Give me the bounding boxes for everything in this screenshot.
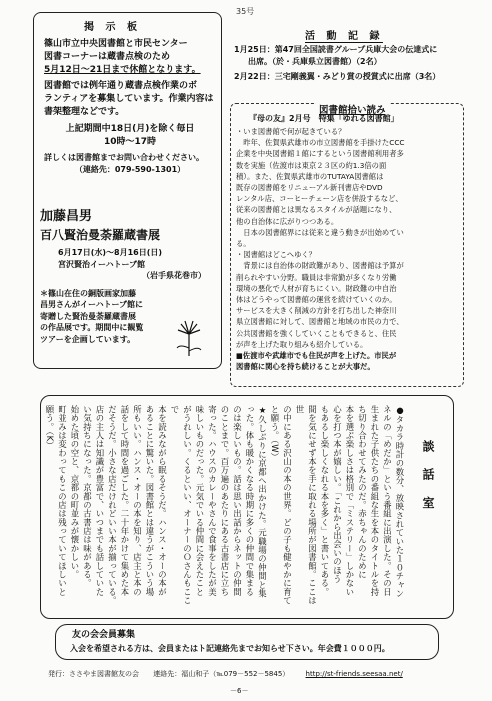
column-line: 間を気にせず本を手に取れる場所が図書館。ここは世 [295, 405, 318, 605]
column-line: のは楽しいもの。話は思い出話からネットの仲間 [232, 405, 243, 597]
footer-url-link[interactable]: http://st-friends.seesaa.net/ [305, 670, 403, 678]
reading-line: る。 [236, 239, 251, 249]
exhibit-note-line: 寄贈した賢治曼荼羅蔵書展 [40, 311, 136, 321]
column-line: 話をして時間を過ごした。二十年かけて集めた本 [120, 405, 130, 597]
membership-title: 友の会会員募集 [72, 630, 136, 640]
column-line: ★久しぶりに京都へ出かけた。元職場の仲間と集 [257, 405, 268, 598]
column-line: の中にある沢山の本の世界。どの子も健やかに育てと願う。（W） [270, 405, 293, 605]
reading-line: が声を上げた取り組みも紹介している。 [236, 339, 368, 349]
exhibit-note-line: 昌男さんがイーハトーブ館に [40, 300, 144, 309]
activity-item: 出席。（於・兵庫県立図書館）（2名） [248, 57, 382, 66]
flower-illustration [172, 318, 206, 358]
column-line: ●タカラ時計の数分、放映されていた１０チャン [395, 405, 405, 598]
reading-line: ・いま図書館で何が起きている？ [236, 127, 346, 136]
column-line: のことまで。百万遍のあたりにある古書店に立ち [220, 405, 230, 597]
notice-line: 図書コーナーは蔵書点検のため [44, 52, 171, 62]
footer-publisher: 発行：ささやま図書館友の会 [48, 670, 139, 678]
membership-text: 入会を希望される方は、会員またはト記連絡先までお知らせ下さい。年会費１０００円。 [70, 644, 390, 653]
footer-contact: 連絡先：福山和子（℡079－552－5845） [153, 670, 290, 678]
column-line: 心を打つ本が嬉しい。「これから出会いのほう [332, 405, 343, 584]
exhibit-author: 加藤昌男 [40, 209, 93, 224]
column-line: 本を選ぶ楽しさは格別で「ミステリー」しかない [345, 405, 355, 597]
notice-line: 書架整理などです。 [44, 107, 125, 117]
reading-line: 企業を中央図書館１館にするという図書館利用者多 [236, 149, 404, 159]
column-line: もあるし楽しくなれる本を多く」と書いてある。 [320, 405, 330, 597]
reading-line: 環境の悪化で人材が育ちにくい。財政難の中自治 [236, 283, 397, 293]
column-line: い気持ちになった。京都の古書店は味がある。 [82, 405, 93, 588]
reading-line: 従来の図書館とは異なるスタイルが話題になり、 [236, 205, 397, 215]
exhibit-venue: 宮沢賢治イーハトーブ館 [58, 259, 146, 269]
exhibit-dates: 6月17日(水)～8月16日(日) [58, 248, 163, 257]
notice-line: 篠山市立中央図書館と市民センター [44, 39, 188, 49]
reading-line: 背景には自治体の財政難があり、図書館は予算が [236, 261, 404, 271]
column-line: 店の主人は知識が豊富で、いつまでも話していた [95, 405, 105, 597]
reading-line: ・図書館はどこへゆく？ [236, 250, 316, 260]
column-title: 談 話 室 [421, 440, 435, 515]
column-line: がうれしい。くるといい、オーナーのＯさんもここで [170, 405, 193, 605]
exhibit-title: 百八賢治曼荼羅蔵書展 [40, 228, 161, 242]
reading-line: 体はどうやって図書館の運営を続けていくのか。 [236, 295, 397, 305]
reading-subtitle: 『母の友』2月号 特集「ゆれる図書館」 [249, 114, 399, 123]
column-line: 願う。（K） [45, 405, 55, 451]
notice-line: 図書館では例年通り蔵書点検作業のボ [44, 81, 198, 91]
column-line: 所もいい。ハンス・オーの本を知り、店主と本の [132, 405, 143, 597]
reading-body [236, 126, 458, 372]
reading-line: 数を実施（佐渡市は東京２３区の約1.3倍の面 [236, 160, 387, 170]
column-line: ネルの「めだか」という番組に出演した。その日 [382, 405, 393, 597]
footer-page-number: －6－ [230, 687, 249, 695]
notice-contact: （連絡先：079-590-1301） [74, 164, 186, 174]
column-line: あることに驚いた。図書館とは違うがこういう場 [145, 405, 155, 597]
bulletin-notice [44, 38, 216, 175]
bulletin-title: 掲 示 板 [84, 22, 141, 33]
notice-line: 詳しくは図書館までお問い合わせください。 [44, 153, 204, 162]
reading-line: レンタル店、コーヒーチェーン店を併設するなど、 [236, 194, 403, 204]
activity-item: 1月25日：第47回全国読書グループ兵庫大会の伝達式に [234, 45, 438, 54]
reading-line: 既存の図書館をリニューアル新刊書店やDVD [236, 183, 383, 193]
notice-line: 上記期間中18日(月)を除く毎日 [65, 124, 195, 134]
column-line: 生まれた子供たちの番組な生を本のタイトルを持 [370, 405, 380, 597]
column-line: 味しいものだった。元気でいる仲間に会えたこと [195, 405, 205, 597]
reading-line: ■佐渡市や武雄市でも住民が声を上げた。市民が [236, 351, 397, 361]
notice-line-closed-dates: 5月12日～21日まで休館となります。 [44, 65, 201, 75]
activity-title: 活 動 記 録 [305, 27, 383, 43]
notice-line: ランティアを募集しています。作業内容は [44, 94, 214, 104]
reading-line: サービスを大きく削減の方針を打ち出した神奈川 [236, 306, 397, 316]
column-line: 町並みは変わってもこの店は残っていてほしいと [57, 405, 68, 597]
activity-item: 2月22日：三宅剛義翼・みどり賞の授賞式に出席（3名） [234, 72, 441, 81]
reading-line: 積）。また、佐賀県武雄市のTUTAYA図書館は [236, 171, 384, 181]
reading-line: 削られやすい分野。職員は非常勤が多くなり労働 [236, 272, 397, 282]
activity-list [234, 44, 484, 83]
reading-line: 県立図書館に対して、図書館と地域の市民の力で、 [236, 317, 404, 327]
reading-line: 公共図書館を強くしていくこともできると、住民 [236, 328, 397, 338]
column-body [45, 405, 406, 610]
exhibit-note-line: の作品展です。期間中に観覧 [40, 323, 144, 332]
column-line: った。体も暖かくなる時期に多くの仲間で集まる [245, 405, 255, 597]
footer-line [48, 669, 468, 679]
page-top-number: 35号 [236, 7, 255, 16]
column-line: ち切り合わせてみたのだ。赤ちゃんのために [357, 405, 368, 579]
column-line: 寄った。ハウスのカレーやさんで食事をしたが美 [207, 405, 218, 597]
exhibit-note-line: ツアーを企画しています。 [40, 334, 136, 344]
exhibit-note-line: ＊篠山在住の銅版画家加藤 [40, 288, 136, 298]
reading-title: 図書館拾い読み [319, 105, 386, 116]
reading-line: 昨年、佐賀県武雄市の市立図書館を手掛けたCCC [236, 138, 405, 148]
exhibit-venue-location: （岩手県花巻市） [142, 271, 206, 280]
notice-line: 10時～17時 [103, 137, 157, 147]
reading-line: 図書館に関心を持ち続けることが大事だ。 [236, 362, 375, 372]
column-line: だそうだ。小さな店だけれどいい本が揃っている。 [107, 405, 118, 605]
column-line: 本を読みながら眠るそうだ。ハンス・オーの本が [157, 405, 168, 597]
reading-line: 他の自治体に広がりつつある。 [236, 216, 339, 226]
column-line: 始めた頃の空と、京都の町並みが懐かしい。 [70, 405, 80, 579]
reading-line: 日本の図書館界には従来と違う動きが出始めてい [236, 227, 404, 237]
